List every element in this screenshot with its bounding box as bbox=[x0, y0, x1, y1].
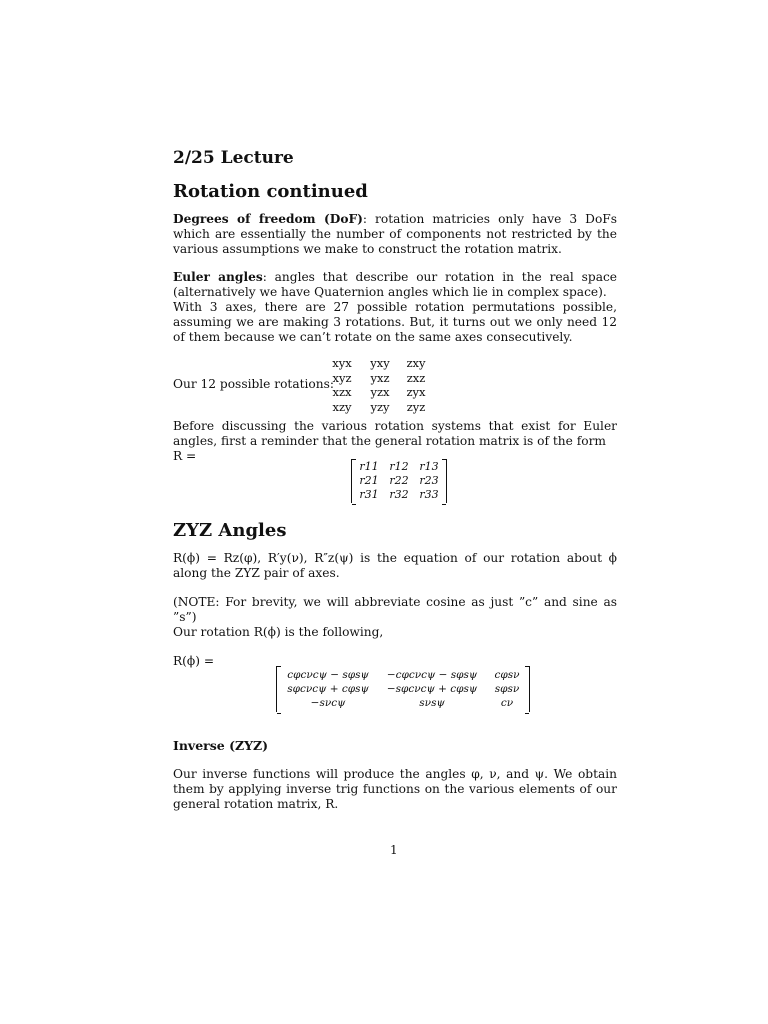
inverse-paragraph: Our inverse functions will produce the angles φ, ν, and ψ. We obtain them by applying inverse trig functions on the various elements of our general rotation matrix, R. bbox=[173, 767, 617, 811]
matrix-cell: −sφcνcψ + cφsψ bbox=[386, 683, 478, 695]
euler-term: Euler angles bbox=[173, 270, 263, 284]
rotation-item: xyx bbox=[332, 356, 352, 370]
matrix-cell: r32 bbox=[389, 488, 409, 501]
rotations-label: Our 12 possible rotations: bbox=[173, 377, 334, 391]
rotations-table bbox=[323, 356, 433, 414]
euler-text-2: With 3 axes, there are 27 possible rotation permutations possible, assuming we are making 3 rotations. But, it turns out we only need 12 of them because we can’t rotate on the same axes consecutively. bbox=[173, 300, 617, 344]
rotation-item: yxz bbox=[370, 370, 390, 385]
section-title: Rotation continued bbox=[173, 181, 368, 202]
matrix-cell: −cφcνcψ − sφsψ bbox=[386, 669, 478, 681]
euler-text: : angles that describe our rotation in the real space (alternatively we have Quaternion angles which lie in complex space). bbox=[173, 270, 617, 299]
page-number: 1 bbox=[390, 843, 398, 857]
matrix-cell: r11 bbox=[359, 460, 379, 473]
matrix-cell: cφcνcψ − sφsψ bbox=[287, 669, 369, 681]
rotation-item: zxz bbox=[406, 370, 426, 385]
rotation-item: xzx bbox=[332, 385, 352, 399]
euler-paragraph bbox=[173, 270, 617, 345]
before-paragraph bbox=[173, 419, 617, 464]
rotation-item: xzy bbox=[332, 399, 352, 414]
dof-text: : rotation matricies only have 3 DoFs which are essentially the number of components not restricted by the various assumptions we make to construct the rotation matrix. bbox=[173, 212, 617, 256]
zyz-equation-paragraph: R(ϕ) = Rz(φ), R′y(ν), R″z(ψ) is the equation of our rotation about ϕ along the ZYZ pair of axes. bbox=[173, 551, 617, 580]
rotation-matrix-r bbox=[351, 459, 447, 503]
matrix-cell: r21 bbox=[359, 474, 379, 487]
rotation-item: yzy bbox=[370, 399, 390, 414]
rotation-item: zyx bbox=[406, 385, 426, 399]
matrix-cell: r22 bbox=[389, 474, 409, 487]
rotation-item: zyz bbox=[406, 399, 426, 414]
matrix-cell: cφsν bbox=[494, 669, 520, 681]
inverse-title: Inverse (ZYZ) bbox=[173, 738, 269, 753]
dof-term: Degrees of freedom (DoF) bbox=[173, 212, 363, 226]
rotation-item: zxy bbox=[406, 356, 426, 370]
matrix-cell: sφsν bbox=[494, 683, 520, 695]
rotation-item: yzx bbox=[370, 385, 390, 399]
matrix-cell: r23 bbox=[419, 474, 439, 487]
r-equals: R = bbox=[173, 449, 197, 463]
matrix-cell: r13 bbox=[419, 460, 439, 473]
rotation-item: yxy bbox=[370, 356, 390, 370]
matrix-cell: r31 bbox=[359, 488, 379, 501]
r-phi-equals: R(ϕ) = bbox=[173, 654, 215, 668]
matrix-cell: sφcνcψ + cφsψ bbox=[287, 683, 369, 695]
lecture-title: 2/25 Lecture bbox=[173, 148, 294, 168]
zyz-rotation-matrix bbox=[276, 666, 530, 712]
before-text: Before discussing the various rotation systems that exist for Euler angles, first a reminder that the general rotation matrix is of the form bbox=[173, 419, 617, 448]
note-paragraph: (NOTE: For brevity, we will abbreviate cosine as just ”c” and sine as ”s”) bbox=[173, 595, 617, 624]
our-rotation-paragraph: Our rotation R(ϕ) is the following, bbox=[173, 625, 384, 639]
matrix-cell: r33 bbox=[419, 488, 439, 501]
zyz-title: ZYZ Angles bbox=[173, 520, 287, 541]
matrix-cell: −sνcψ bbox=[310, 697, 346, 709]
matrix-cell: cν bbox=[500, 697, 514, 709]
matrix-cell: r12 bbox=[389, 460, 409, 473]
rotation-item: xyz bbox=[332, 370, 352, 385]
dof-paragraph bbox=[173, 212, 617, 257]
matrix-cell: sνsψ bbox=[419, 697, 445, 709]
